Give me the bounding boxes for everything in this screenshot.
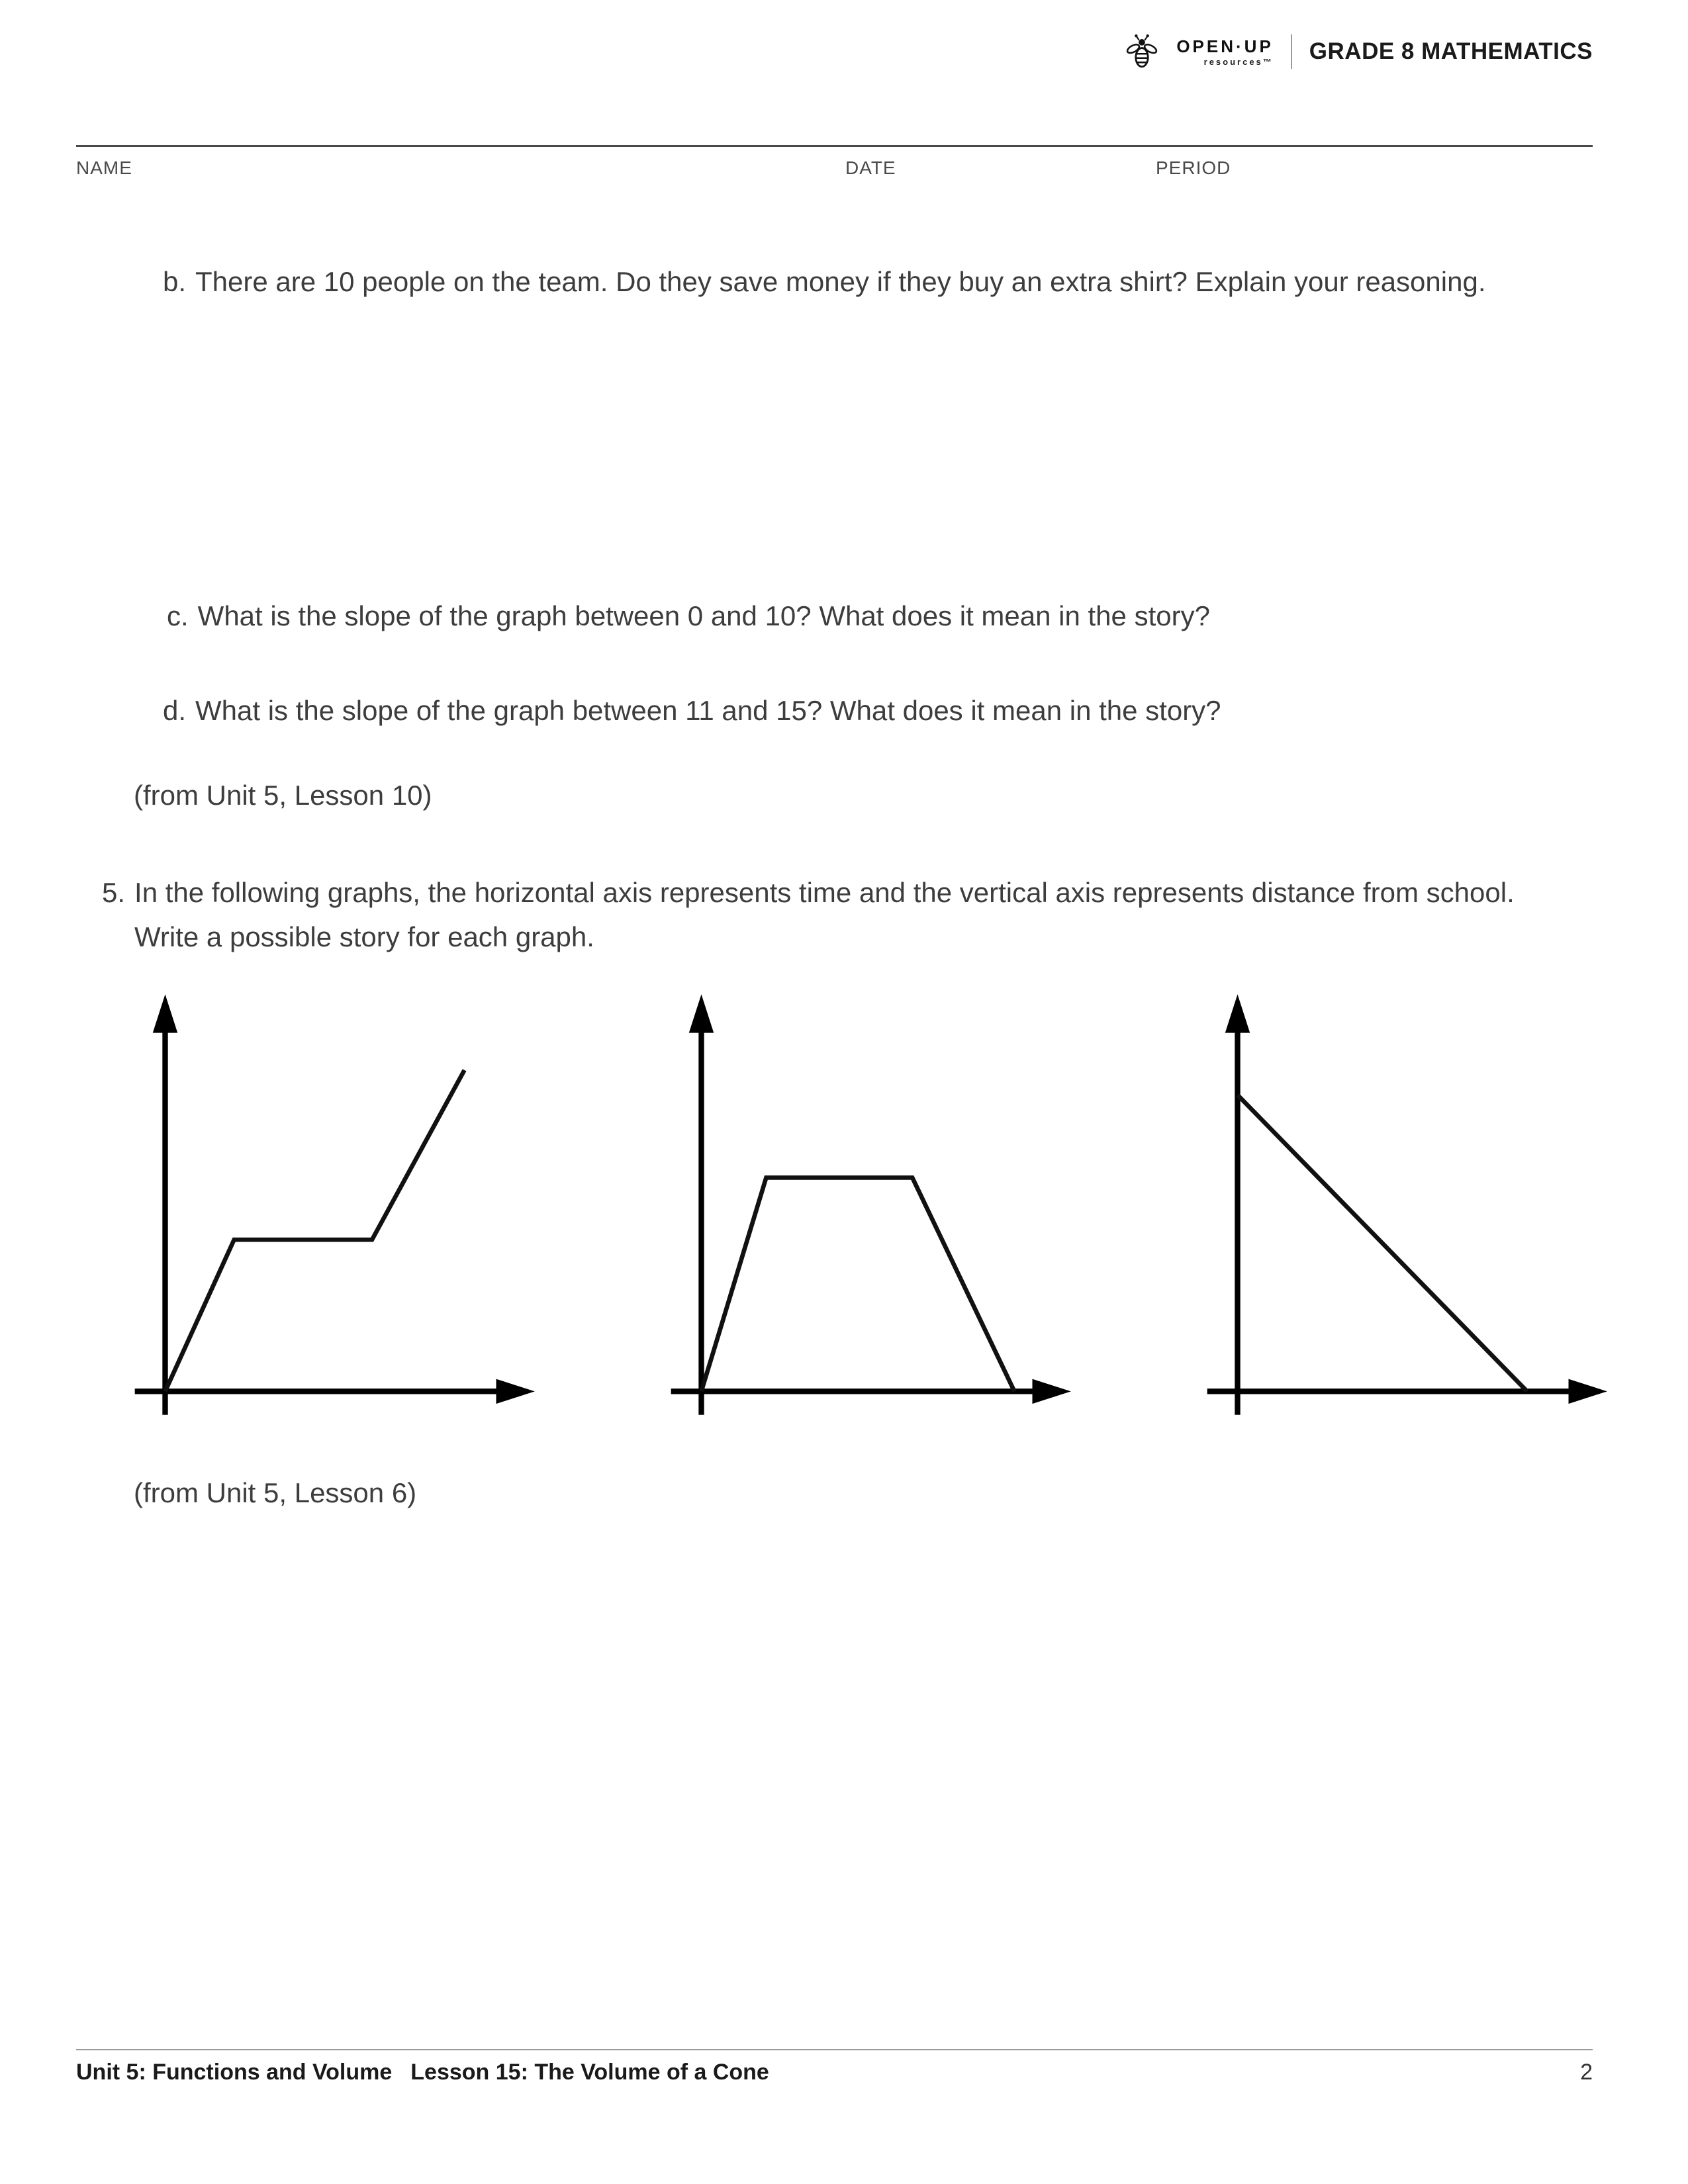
brand-wordmark (1176, 38, 1273, 66)
header-brand (1125, 34, 1593, 69)
question-5-text: In the following graphs, the horizontal axis represents time and the vertical axis represents distance from school. Write a possible story for each graph. (134, 877, 1515, 953)
graph-3-y-axis-arrow-icon (1225, 994, 1250, 1032)
question-c (167, 594, 1210, 638)
question-b-text: There are 10 people on the team. Do they save money if they buy an extra shirt? Explain your reasoning. (195, 266, 1486, 297)
graph-3 (1196, 991, 1610, 1433)
period-field-label: PERIOD (1156, 158, 1231, 178)
source-reference-lesson-6: (from Unit 5, Lesson 6) (134, 1477, 417, 1508)
date-field-label: DATE (845, 158, 896, 178)
question-c-text: What is the slope of the graph between 0 and 10? What does it mean in the story? (197, 600, 1210, 631)
graphs-row (124, 991, 1610, 1433)
graph-2-y-axis-arrow-icon (689, 994, 714, 1032)
question-5 (102, 870, 1561, 959)
graph-1-line (165, 1070, 465, 1391)
question-d-marker: d. (163, 695, 187, 726)
graph-3-line (1238, 1095, 1528, 1391)
graph-2 (660, 991, 1074, 1433)
footer-rule (76, 2049, 1593, 2050)
graph-2-line (702, 1177, 1015, 1391)
student-fields (76, 158, 1593, 184)
question-b-marker: b. (163, 266, 187, 297)
brand-divider (1291, 34, 1292, 69)
graph-1 (124, 991, 538, 1433)
question-d-text: What is the slope of the graph between 11 and 15? What does it mean in the story? (195, 695, 1221, 726)
question-d (163, 688, 1221, 733)
footer-unit-title: Unit 5: Functions and Volume (76, 2060, 393, 2085)
footer-lesson-title: Lesson 15: The Volume of a Cone (410, 2060, 769, 2085)
footer (76, 2060, 1593, 2085)
source-reference-lesson-10: (from Unit 5, Lesson 10) (134, 780, 432, 811)
brand-name: OPEN·UP (1176, 36, 1274, 56)
brand-subtitle: resources™ (1203, 56, 1274, 67)
graph-3-x-axis-arrow-icon (1569, 1379, 1607, 1404)
question-5-marker: 5. (102, 877, 126, 908)
graph-1-y-axis-arrow-icon (153, 994, 178, 1032)
bee-logo-icon (1125, 34, 1159, 69)
question-b (163, 259, 1485, 304)
document-title: GRADE 8 MATHEMATICS (1309, 38, 1593, 64)
header-rule (76, 145, 1593, 147)
graph-1-x-axis-arrow-icon (496, 1379, 535, 1404)
graph-2-x-axis-arrow-icon (1033, 1379, 1071, 1404)
page-number: 2 (1580, 2060, 1593, 2085)
question-c-marker: c. (167, 600, 189, 631)
name-field-label: NAME (76, 158, 132, 178)
